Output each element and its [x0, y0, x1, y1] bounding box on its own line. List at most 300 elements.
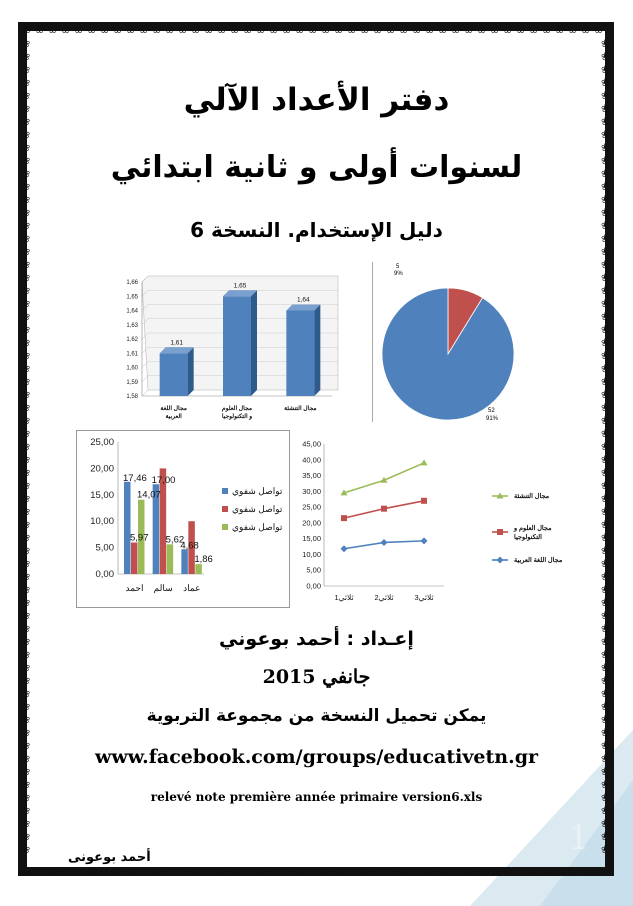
- border-flower-icon: ❀: [601, 674, 611, 687]
- bar: [160, 353, 188, 396]
- border-flower-icon: ❀: [425, 23, 435, 36]
- border-flower-icon: ❀: [21, 830, 31, 843]
- border-flower-icon: ❀: [87, 23, 97, 36]
- y-tick-label: 25,00: [302, 502, 321, 512]
- bar: [131, 542, 138, 574]
- data-label: 1,61: [170, 339, 183, 347]
- data-point: [381, 539, 388, 546]
- border-flower-icon: ❀: [21, 726, 31, 739]
- border-flower-icon: ❀: [139, 865, 149, 878]
- border-flower-icon: ❀: [601, 752, 611, 765]
- border-flower-icon: ❀: [21, 544, 31, 557]
- pie-slice: [382, 288, 514, 420]
- category-label: و التكنولوجيا: [221, 414, 253, 420]
- bar: [195, 564, 202, 574]
- border-flower-icon: ❀: [21, 778, 31, 791]
- legend-label: مجال التنشئة: [514, 493, 550, 500]
- border-flower-icon: ❀: [601, 414, 611, 427]
- border-flower-icon: ❀: [21, 570, 31, 583]
- y-tick-label: 30,00: [302, 486, 321, 496]
- border-flower-icon: ❀: [542, 23, 552, 36]
- y-tick-label: 1,60: [126, 365, 138, 372]
- border-flower-icon: ❀: [21, 193, 31, 206]
- document-title-line2: لسنوات أولى و ثانية ابتدائي: [110, 150, 523, 185]
- border-flower-icon: ❀: [21, 596, 31, 609]
- border-flower-icon: ❀: [21, 141, 31, 154]
- border-flower-icon: ❀: [191, 865, 201, 878]
- border-flower-icon: ❀: [295, 865, 305, 878]
- signature: أحمد بوعونى: [68, 850, 151, 865]
- border-flower-icon: ❀: [490, 23, 500, 36]
- border-flower-icon: ❀: [601, 648, 611, 661]
- border-flower-icon: ❀: [21, 297, 31, 310]
- border-flower-icon: ❀: [321, 23, 331, 36]
- y-tick-label: 20,00: [302, 518, 321, 528]
- border-flower-icon: ❀: [191, 23, 201, 36]
- border-flower-icon: ❀: [601, 505, 611, 518]
- y-tick-label: 1,58: [126, 394, 138, 400]
- data-point: [381, 506, 387, 512]
- border-flower-icon: ❀: [21, 102, 31, 115]
- border-flower-icon: ❀: [464, 865, 474, 878]
- data-point: [421, 459, 428, 465]
- border-flower-icon: ❀: [178, 865, 188, 878]
- border-flower-icon: ❀: [269, 865, 279, 878]
- border-flower-icon: ❀: [601, 89, 611, 102]
- border-flower-icon: ❀: [204, 23, 214, 36]
- border-flower-icon: ❀: [601, 258, 611, 271]
- border-flower-icon: ❀: [601, 466, 611, 479]
- y-tick-label: 35,00: [302, 471, 321, 481]
- y-tick-label: 1,61: [126, 351, 138, 358]
- border-flower-icon: ❀: [601, 531, 611, 544]
- chart-pie: [376, 262, 526, 430]
- border-flower-icon: ❀: [243, 865, 253, 878]
- border-flower-icon: ❀: [601, 700, 611, 713]
- border-flower-icon: ❀: [308, 865, 318, 878]
- border-flower-icon: ❀: [601, 687, 611, 700]
- border-flower-icon: ❀: [464, 23, 474, 36]
- border-flower-icon: ❀: [601, 739, 611, 752]
- y-tick-label: 10,00: [302, 549, 321, 559]
- border-flower-icon: ❀: [21, 206, 31, 219]
- border-flower-icon: ❀: [601, 830, 611, 843]
- border-flower-icon: ❀: [601, 661, 611, 674]
- border-flower-icon: ❀: [601, 804, 611, 817]
- border-flower-icon: ❀: [601, 401, 611, 414]
- legend-label: تواصل شفوي: [232, 504, 283, 514]
- border-flower-icon: ❀: [21, 557, 31, 570]
- border-flower-icon: ❀: [21, 232, 31, 245]
- border-flower-icon: ❀: [601, 440, 611, 453]
- border-flower-icon: ❀: [601, 765, 611, 778]
- border-flower-icon: ❀: [21, 284, 31, 297]
- border-flower-icon: ❀: [347, 865, 357, 878]
- bar: [124, 482, 131, 574]
- border-flower-icon: ❀: [601, 375, 611, 388]
- border-flower-icon: ❀: [282, 23, 292, 36]
- border-flower-icon: ❀: [601, 115, 611, 128]
- border-flower-icon: ❀: [21, 466, 31, 479]
- border-flower-icon: ❀: [21, 401, 31, 414]
- border-flower-icon: ❀: [21, 635, 31, 648]
- border-flower-icon: ❀: [601, 37, 611, 50]
- border-flower-icon: ❀: [21, 37, 31, 50]
- data-point: [421, 537, 428, 544]
- data-label: 17,00: [151, 475, 176, 487]
- border-flower-icon: ❀: [269, 23, 279, 36]
- group-url[interactable]: www.facebook.com/groups/educativetn.gr: [94, 746, 538, 768]
- border-flower-icon: ❀: [386, 23, 396, 36]
- border-flower-icon: ❀: [601, 141, 611, 154]
- category-label: سالم: [153, 583, 173, 593]
- border-flower-icon: ❀: [601, 544, 611, 557]
- pie-percent-label: 91%: [486, 416, 499, 422]
- border-flower-icon: ❀: [21, 531, 31, 544]
- border-flower-icon: ❀: [22, 23, 32, 36]
- border-flower-icon: ❀: [601, 193, 611, 206]
- border-flower-icon: ❀: [21, 362, 31, 375]
- border-flower-icon: ❀: [21, 323, 31, 336]
- border-flower-icon: ❀: [139, 23, 149, 36]
- border-flower-icon: ❀: [601, 427, 611, 440]
- legend-label: تواصل شفوي: [232, 486, 283, 496]
- bar-side: [188, 347, 194, 396]
- border-flower-icon: ❀: [21, 739, 31, 752]
- border-flower-icon: ❀: [308, 23, 318, 36]
- border-flower-icon: ❀: [601, 726, 611, 739]
- border-flower-icon: ❀: [21, 50, 31, 63]
- chart-students: [76, 430, 290, 608]
- border-flower-icon: ❀: [399, 23, 409, 36]
- border-flower-icon: ❀: [601, 479, 611, 492]
- border-flower-icon: ❀: [295, 23, 305, 36]
- y-tick-label: 25,00: [90, 437, 114, 448]
- border-flower-icon: ❀: [21, 167, 31, 180]
- data-point: [341, 545, 348, 552]
- category-label: مجال اللغة: [160, 406, 187, 412]
- border-flower-icon: ❀: [581, 23, 591, 36]
- category-label: العربية: [165, 414, 182, 420]
- border-flower-icon: ❀: [477, 23, 487, 36]
- border-flower-icon: ❀: [21, 245, 31, 258]
- border-flower-icon: ❀: [594, 865, 604, 878]
- bar: [286, 311, 314, 397]
- border-flower-icon: ❀: [21, 518, 31, 531]
- y-tick-label: 0,00: [306, 581, 321, 591]
- border-flower-icon: ❀: [21, 63, 31, 76]
- border-flower-icon: ❀: [386, 865, 396, 878]
- y-tick-label: 40,00: [302, 455, 321, 465]
- document-subtitle: دليل الإستخدام. النسخة 6: [190, 218, 443, 242]
- border-flower-icon: ❀: [243, 23, 253, 36]
- author-line: إعـداد : أحمد بوعوني: [219, 628, 414, 650]
- border-flower-icon: ❀: [601, 180, 611, 193]
- border-flower-icon: ❀: [334, 23, 344, 36]
- legend-label: تواصل شفوي: [232, 522, 283, 532]
- border-flower-icon: ❀: [21, 843, 31, 856]
- legend-swatch: [222, 506, 228, 512]
- border-flower-icon: ❀: [21, 219, 31, 232]
- border-flower-icon: ❀: [100, 865, 110, 878]
- data-label: 4,68: [180, 540, 199, 552]
- border-flower-icon: ❀: [490, 865, 500, 878]
- pie-percent-label: 9%: [394, 271, 403, 277]
- border-flower-icon: ❀: [113, 23, 123, 36]
- border-flower-icon: ❀: [601, 791, 611, 804]
- border-flower-icon: ❀: [21, 427, 31, 440]
- border-flower-icon: ❀: [87, 865, 97, 878]
- border-flower-icon: ❀: [74, 23, 84, 36]
- border-flower-icon: ❀: [21, 791, 31, 804]
- x-tick-label: ثلاثي2: [374, 593, 394, 602]
- chart-trimesters: [292, 436, 588, 616]
- border-flower-icon: ❀: [601, 271, 611, 284]
- border-flower-icon: ❀: [100, 23, 110, 36]
- border-flower-icon: ❀: [21, 752, 31, 765]
- category-label: مجال العلوم: [221, 406, 253, 412]
- border-flower-icon: ❀: [360, 865, 370, 878]
- chart-domain-bars: [104, 262, 370, 430]
- border-flower-icon: ❀: [529, 865, 539, 878]
- legend-label: مجال اللغة العربية: [514, 557, 563, 564]
- data-label: 1,64: [297, 296, 310, 304]
- border-flower-icon: ❀: [178, 23, 188, 36]
- border-flower-icon: ❀: [451, 865, 461, 878]
- border-flower-icon: ❀: [21, 622, 31, 635]
- border-flower-icon: ❀: [256, 23, 266, 36]
- border-flower-icon: ❀: [334, 865, 344, 878]
- border-flower-icon: ❀: [21, 336, 31, 349]
- border-flower-icon: ❀: [601, 609, 611, 622]
- border-flower-icon: ❀: [21, 310, 31, 323]
- border-flower-icon: ❀: [35, 865, 45, 878]
- bar: [223, 296, 251, 396]
- border-flower-icon: ❀: [601, 622, 611, 635]
- border-flower-icon: ❀: [601, 778, 611, 791]
- border-flower-icon: ❀: [113, 865, 123, 878]
- border-flower-icon: ❀: [516, 23, 526, 36]
- bar-top: [223, 290, 257, 296]
- border-flower-icon: ❀: [21, 453, 31, 466]
- data-label: 1,65: [233, 282, 247, 290]
- border-flower-icon: ❀: [74, 865, 84, 878]
- y-tick-label: 1,66: [126, 280, 138, 286]
- y-tick-label: 1,64: [126, 308, 138, 315]
- border-flower-icon: ❀: [21, 609, 31, 622]
- x-tick-label: ثلاثي3: [414, 593, 434, 602]
- border-flower-icon: ❀: [601, 323, 611, 336]
- border-flower-icon: ❀: [21, 648, 31, 661]
- border-flower-icon: ❀: [21, 154, 31, 167]
- border-flower-icon: ❀: [21, 804, 31, 817]
- x-tick-label: ثلاثي1: [334, 593, 354, 602]
- border-flower-icon: ❀: [61, 865, 71, 878]
- border-flower-icon: ❀: [412, 865, 422, 878]
- border-flower-icon: ❀: [21, 492, 31, 505]
- category-label: مجال التنشئة: [284, 406, 317, 412]
- border-flower-icon: ❀: [347, 23, 357, 36]
- border-flower-icon: ❀: [601, 284, 611, 297]
- data-point: [421, 498, 427, 504]
- y-tick-label: 1,62: [126, 337, 138, 343]
- border-flower-icon: ❀: [126, 23, 136, 36]
- border-flower-icon: ❀: [503, 865, 513, 878]
- bar: [181, 549, 188, 574]
- border-flower-icon: ❀: [438, 23, 448, 36]
- border-flower-icon: ❀: [230, 865, 240, 878]
- border-flower-icon: ❀: [555, 23, 565, 36]
- border-flower-icon: ❀: [601, 388, 611, 401]
- y-tick-label: 0,00: [95, 569, 114, 580]
- y-tick-label: 5,00: [95, 542, 114, 554]
- page-number: 1: [568, 818, 590, 858]
- border-flower-icon: ❀: [568, 23, 578, 36]
- data-label: 5,62: [165, 534, 185, 546]
- border-flower-icon: ❀: [21, 375, 31, 388]
- border-flower-icon: ❀: [360, 23, 370, 36]
- border-flower-icon: ❀: [601, 843, 611, 856]
- y-tick-label: 1,63: [126, 322, 138, 329]
- border-flower-icon: ❀: [425, 865, 435, 878]
- border-flower-icon: ❀: [601, 557, 611, 570]
- y-tick-label: 10,00: [90, 516, 114, 528]
- border-flower-icon: ❀: [21, 674, 31, 687]
- data-label: 17,46: [123, 472, 147, 484]
- border-flower-icon: ❀: [126, 865, 136, 878]
- category-label: احمد: [125, 583, 144, 593]
- border-flower-icon: ❀: [568, 865, 578, 878]
- border-flower-icon: ❀: [204, 865, 214, 878]
- border-flower-icon: ❀: [601, 297, 611, 310]
- border-flower-icon: ❀: [601, 76, 611, 89]
- border-flower-icon: ❀: [451, 23, 461, 36]
- border-flower-icon: ❀: [21, 440, 31, 453]
- border-flower-icon: ❀: [21, 687, 31, 700]
- border-flower-icon: ❀: [529, 23, 539, 36]
- border-flower-icon: ❀: [601, 583, 611, 596]
- border-flower-icon: ❀: [21, 479, 31, 492]
- bar-side: [314, 305, 320, 397]
- border-flower-icon: ❀: [438, 865, 448, 878]
- border-flower-icon: ❀: [601, 232, 611, 245]
- border-flower-icon: ❀: [601, 492, 611, 505]
- border-flower-icon: ❀: [399, 865, 409, 878]
- border-flower-icon: ❀: [21, 713, 31, 726]
- border-flower-icon: ❀: [373, 23, 383, 36]
- border-flower-icon: ❀: [21, 180, 31, 193]
- document-title: دفتر الأعداد الآلي: [183, 82, 450, 118]
- legend-label: التكنولوجيا: [514, 534, 542, 541]
- data-label: 5,97: [130, 532, 149, 544]
- y-tick-label: 1,59: [126, 379, 138, 386]
- border-flower-icon: ❀: [601, 219, 611, 232]
- border-flower-icon: ❀: [152, 23, 162, 36]
- border-flower-icon: ❀: [542, 865, 552, 878]
- download-note: يمكن تحميل النسخة من مجموعة التربوية: [146, 706, 487, 726]
- gridline: [142, 390, 148, 396]
- border-flower-icon: ❀: [581, 865, 591, 878]
- border-flower-icon: ❀: [21, 505, 31, 518]
- border-flower-icon: ❀: [165, 865, 175, 878]
- file-name: relevé note première année primaire version6.xls: [150, 790, 483, 804]
- border-flower-icon: ❀: [21, 388, 31, 401]
- border-flower-icon: ❀: [516, 865, 526, 878]
- y-tick-label: 15,00: [302, 534, 321, 544]
- border-flower-icon: ❀: [477, 865, 487, 878]
- border-flower-icon: ❀: [601, 167, 611, 180]
- border-flower-icon: ❀: [601, 206, 611, 219]
- border-flower-icon: ❀: [21, 661, 31, 674]
- border-flower-icon: ❀: [21, 700, 31, 713]
- border-flower-icon: ❀: [601, 154, 611, 167]
- legend-marker: [497, 529, 503, 535]
- border-flower-icon: ❀: [601, 102, 611, 115]
- border-flower-icon: ❀: [21, 271, 31, 284]
- border-flower-icon: ❀: [321, 865, 331, 878]
- category-label: عماد: [183, 583, 201, 593]
- border-flower-icon: ❀: [594, 23, 604, 36]
- border-flower-icon: ❀: [373, 865, 383, 878]
- border-flower-icon: ❀: [555, 865, 565, 878]
- border-flower-icon: ❀: [61, 23, 71, 36]
- y-tick-label: 15,00: [90, 489, 114, 501]
- chart-divider: [372, 262, 373, 422]
- border-flower-icon: ❀: [601, 570, 611, 583]
- border-flower-icon: ❀: [601, 518, 611, 531]
- pie-value-label: 52: [488, 408, 495, 414]
- y-tick-label: 5,00: [306, 565, 321, 575]
- data-label: 14,07: [137, 489, 161, 501]
- border-flower-icon: ❀: [21, 89, 31, 102]
- legend-swatch: [222, 488, 228, 494]
- border-flower-icon: ❀: [601, 713, 611, 726]
- border-flower-icon: ❀: [256, 865, 266, 878]
- legend-label: مجال العلوم و: [514, 525, 552, 532]
- border-flower-icon: ❀: [152, 865, 162, 878]
- border-flower-icon: ❀: [601, 336, 611, 349]
- border-flower-icon: ❀: [21, 765, 31, 778]
- legend-swatch: [222, 524, 228, 530]
- border-flower-icon: ❀: [21, 115, 31, 128]
- border-flower-icon: ❀: [22, 865, 32, 878]
- border-flower-icon: ❀: [21, 258, 31, 271]
- border-flower-icon: ❀: [601, 596, 611, 609]
- border-flower-icon: ❀: [230, 23, 240, 36]
- border-flower-icon: ❀: [412, 23, 422, 36]
- data-label: 1,86: [194, 554, 213, 566]
- border-flower-icon: ❀: [48, 23, 58, 36]
- border-flower-icon: ❀: [282, 865, 292, 878]
- border-flower-icon: ❀: [21, 128, 31, 141]
- date-line: جانفي 2015: [262, 666, 371, 688]
- border-flower-icon: ❀: [48, 865, 58, 878]
- border-flower-icon: ❀: [601, 245, 611, 258]
- border-flower-icon: ❀: [601, 635, 611, 648]
- border-flower-icon: ❀: [21, 583, 31, 596]
- border-flower-icon: ❀: [217, 865, 227, 878]
- bar-side: [251, 290, 257, 396]
- border-flower-icon: ❀: [601, 349, 611, 362]
- border-flower-icon: ❀: [601, 50, 611, 63]
- border-flower-icon: ❀: [601, 128, 611, 141]
- data-point: [341, 515, 347, 521]
- bar: [167, 544, 174, 574]
- pie-value-label: 5: [396, 264, 400, 270]
- border-flower-icon: ❀: [601, 453, 611, 466]
- border-flower-icon: ❀: [601, 310, 611, 323]
- legend-marker: [497, 557, 504, 564]
